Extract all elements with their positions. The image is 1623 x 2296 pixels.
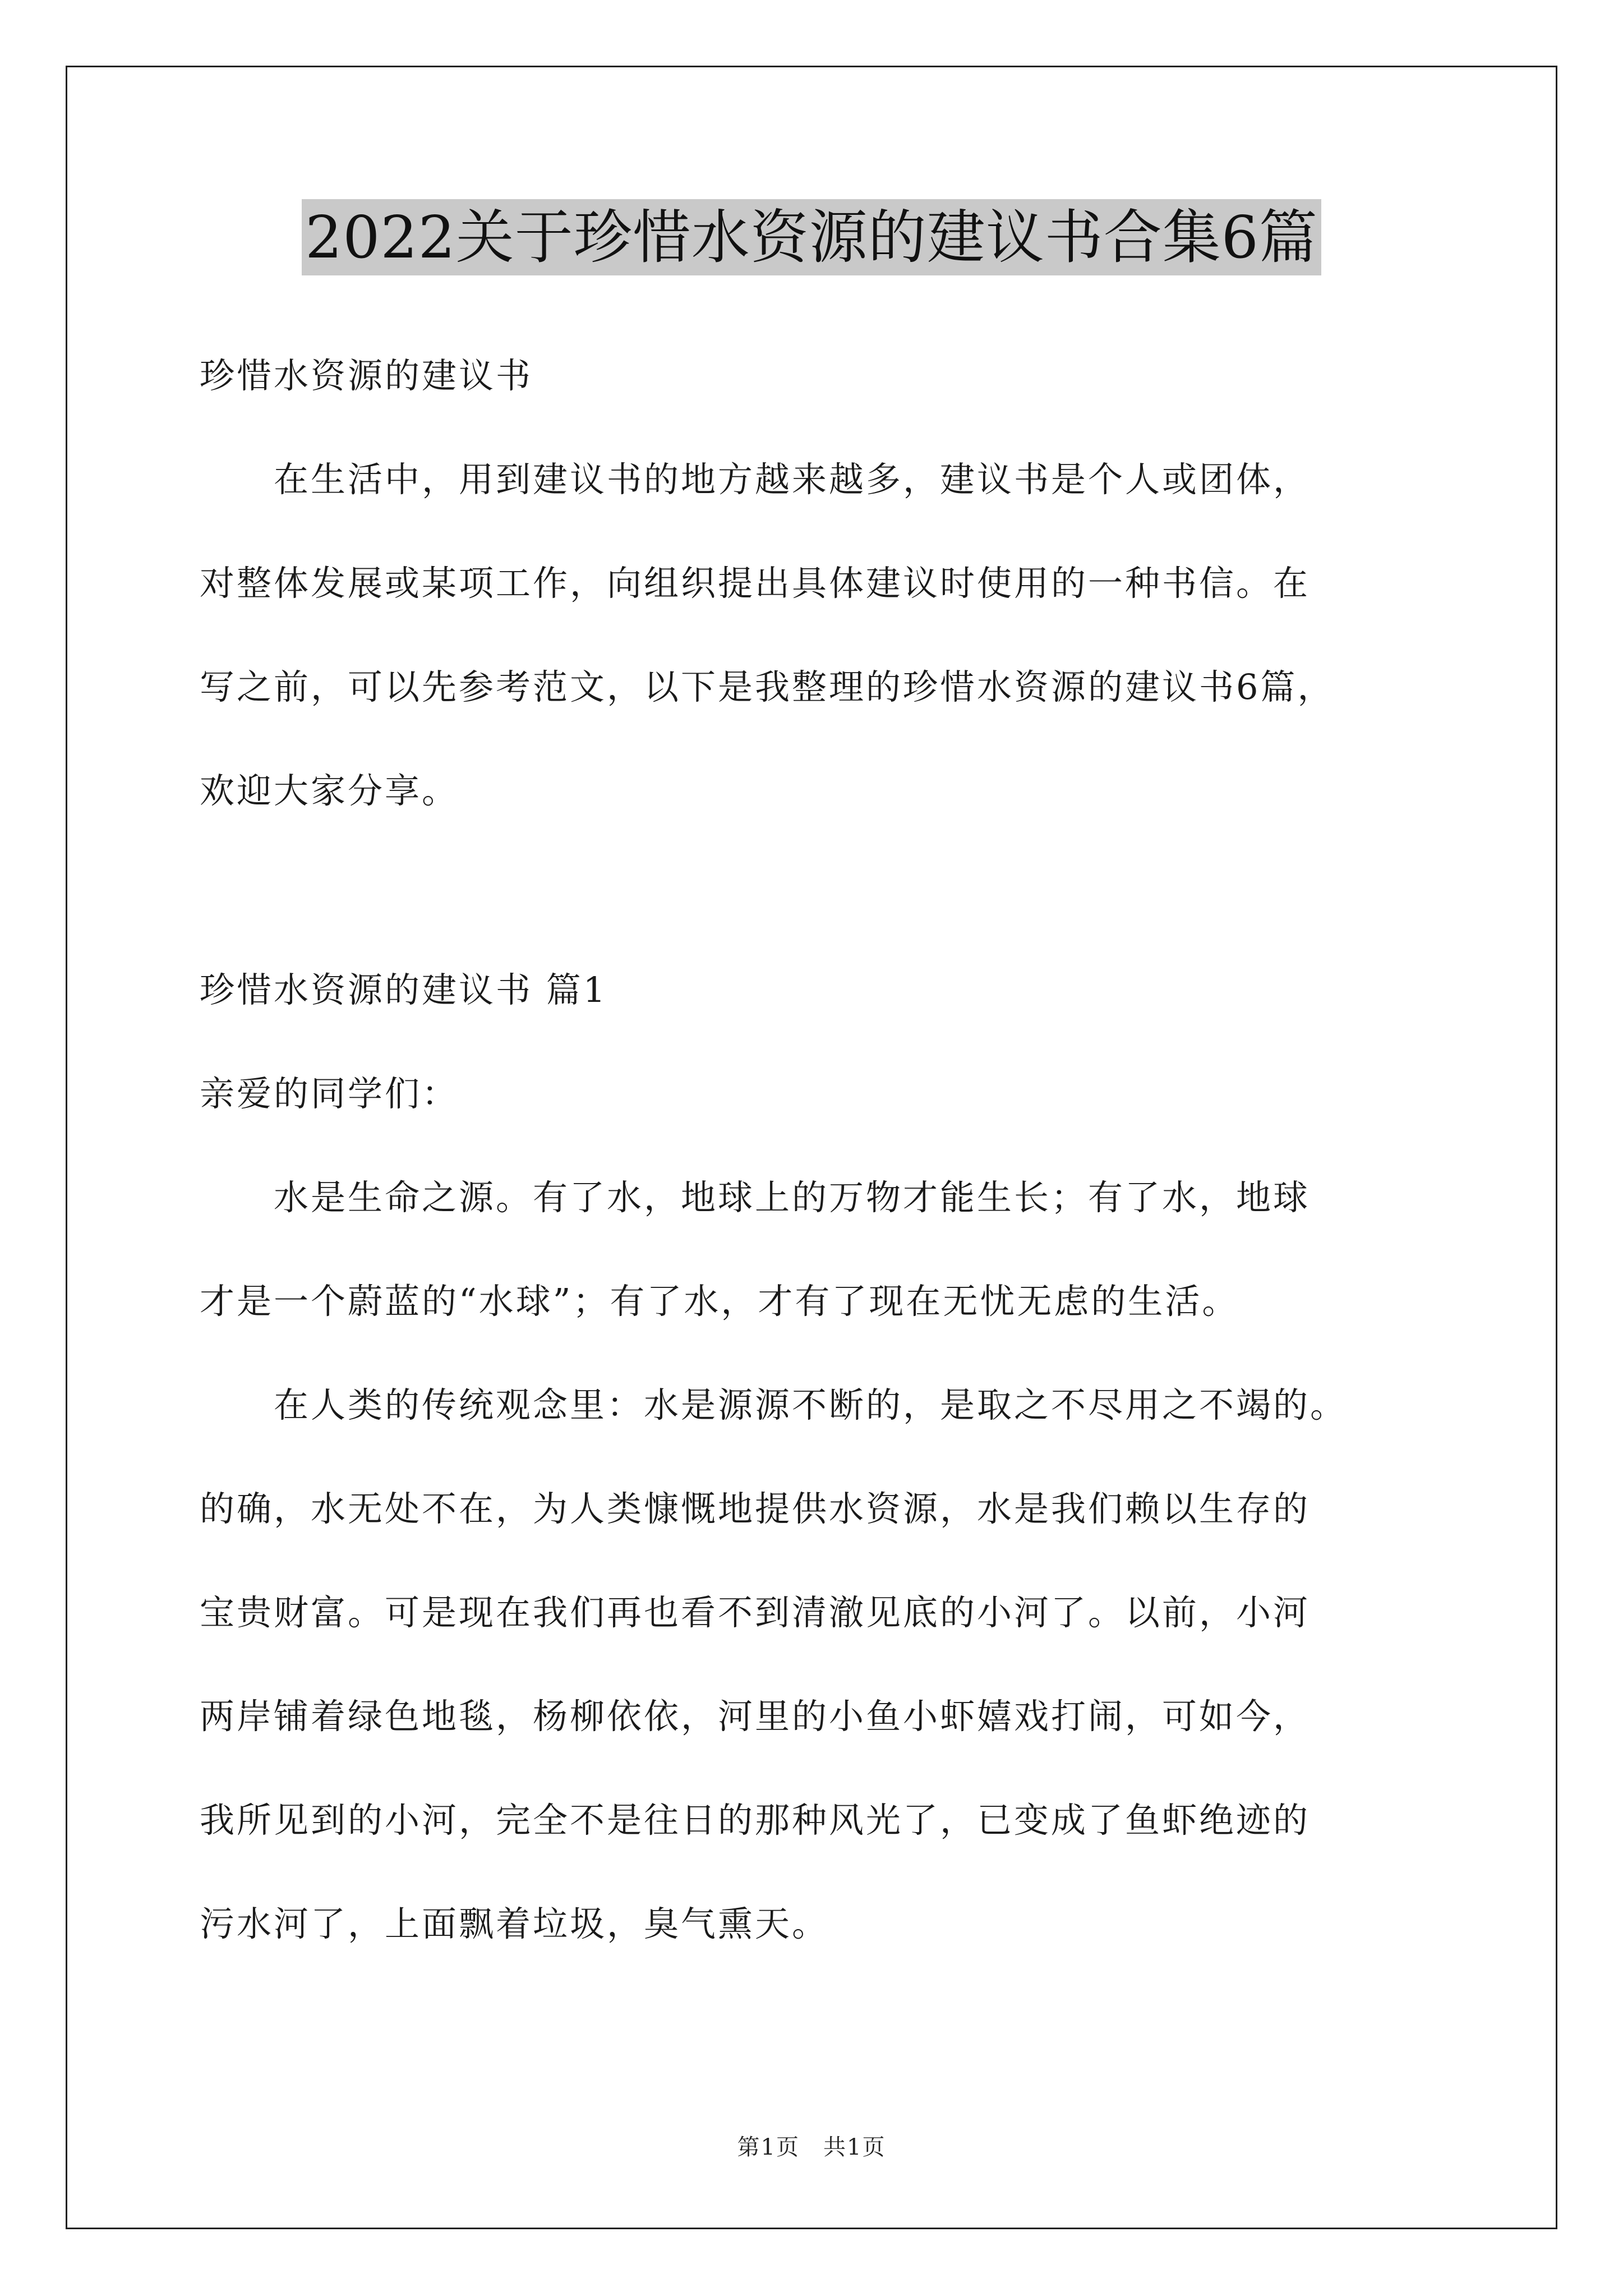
text-line: 水是生命之源。有了水，地球上的万物才能生长；有了水，地球 — [200, 1177, 1311, 1218]
page-footer: 第1页 共1页 — [737, 2134, 886, 2160]
text-line: 宝贵财富。可是现在我们再也看不到清澈见底的小河了。以前，小河 — [200, 1592, 1311, 1633]
document-body — [200, 348, 1433, 2000]
paragraph-2 — [200, 1377, 1433, 1952]
text-line: 欢迎大家分享。 — [200, 770, 459, 811]
salutation: 亲爱的同学们： — [200, 1073, 459, 1114]
text-line: 两岸铺着绿色地毯，杨柳依依，河里的小鱼小虾嬉戏打闹，可如今， — [200, 1696, 1311, 1737]
text-line: 在生活中，用到建议书的地方越来越多，建议书是个人或团体， — [200, 459, 1311, 500]
text-line: 才是一个蔚蓝的“水球”；有了水，才有了现在无忧无虑的生活。 — [200, 1281, 1239, 1322]
document-title: 2022关于珍惜水资源的建议书合集6篇 — [302, 199, 1321, 275]
text-line: 我所见到的小河，完全不是往日的那种风光了，已变成了鱼虾绝迹的 — [200, 1800, 1311, 1841]
text-line: 对整体发展或某项工作，向组织提出具体建议时使用的一种书信。在 — [200, 563, 1311, 604]
paragraph-1 — [200, 1170, 1433, 1329]
text-line: 写之前，可以先参考范文，以下是我整理的珍惜水资源的建议书6篇， — [200, 666, 1335, 707]
intro-paragraph — [200, 452, 1433, 819]
title-container — [0, 199, 1623, 275]
section-spacer — [200, 867, 1433, 962]
text-line: 在人类的传统观念里：水是源源不断的，是取之不尽用之不竭的。 — [200, 1384, 1348, 1425]
text-line: 的确，水无处不在，为人类慷慨地提供水资源，水是我们赖以生存的 — [200, 1488, 1311, 1529]
text-line: 污水河了，上面飘着垃圾，臭气熏天。 — [200, 1903, 829, 1944]
intro-heading: 珍惜水资源的建议书 — [200, 355, 533, 396]
section-heading: 珍惜水资源的建议书 篇1 — [200, 969, 608, 1010]
